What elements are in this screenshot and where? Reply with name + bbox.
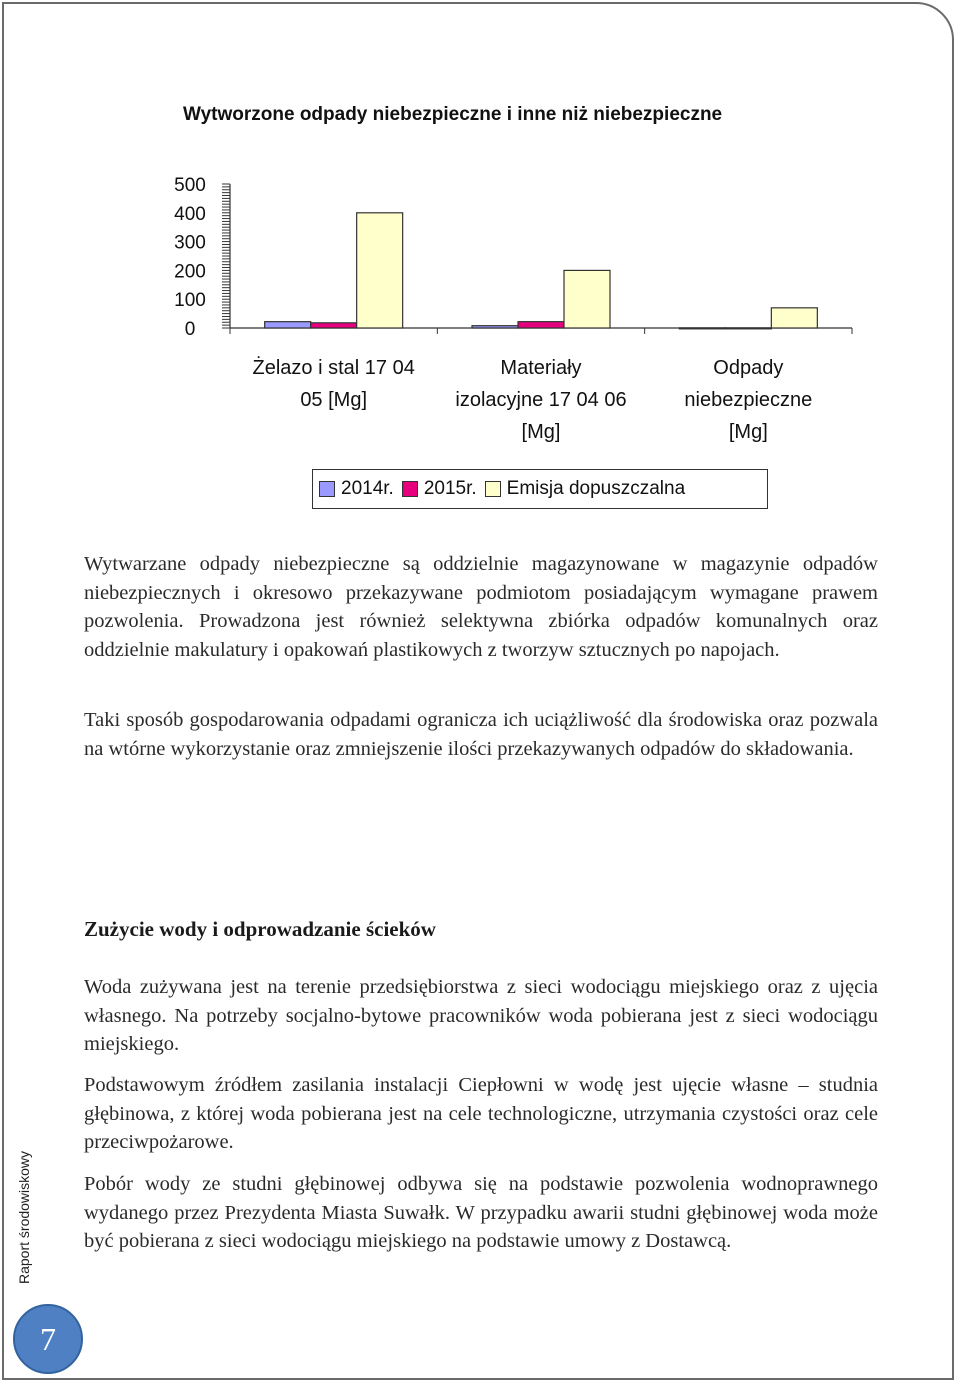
bar-2014r--0 [265,322,311,328]
bar-emisja-dopuszczalna-0 [357,213,403,328]
page-number: 7 [40,1320,56,1357]
y-tick-labels [174,175,206,340]
category-label: Żelazo i stal 17 04 05 [Mg] [252,357,415,411]
y-tick-label: 0 [184,319,196,340]
category-labels [253,356,813,443]
bar-2015r--0 [311,323,357,328]
paragraph-waste-storage: Wytwarzane odpady niebezpieczne są oddzielnie magazynowane w magazynie odpadów niebezpiecznych i okresowo przekazywane podmiotom posiadającym wymagane prawem pozwolenia. Prowadzona jest również selektywna zbiórka odpadów komunalnych oraz oddzielnie makulatury i opakowań plastikowych z tworzyw sztucznych po napojach. [84,553,878,661]
bar-2015r--1 [518,322,564,328]
paragraph-water-permit: Pobór wody ze studni głębinowej odbywa się na podstawie pozwolenia wodnoprawnego wydanego przez Prezydenta Miasta Suwałk. W przypadku awarii studni głębinowej woda może być pobierana z sieci wodociągu miejskiego na podstawie umowy z Dostawcą. [84,1173,878,1252]
y-axis [222,184,852,334]
legend-item-2015 [402,478,477,500]
category-label: Materiały izolacyjne 17 04 06 [Mg] [455,357,627,443]
paragraph-waste-management: Taki sposób gospodarowania odpadami ogranicza ich uciążliwość dla środowiska oraz pozwala na wtórne wykorzystanie oraz zmniejszenie ilości przekazywanych odpadów do składowania. [84,709,878,760]
y-tick-label: 300 [174,232,206,254]
bar-2014r--2 [679,328,725,329]
legend-swatch-emisja [485,481,501,497]
section-heading-water: Zużycie wody i odprowadzanie ścieków [84,917,436,941]
legend-swatch-2015 [402,481,418,497]
bars [265,213,818,329]
bar-emisja-dopuszczalna-1 [564,270,610,328]
bar-2014r--1 [472,326,518,328]
paragraph-water-usage: Woda zużywana jest na terenie przedsiębiorstwa z sieci wodociągu miejskiego oraz z ujęcia własnego. Na potrzeby socjalno-bytowe pracowników woda pobierana jest z sieci wodociągu miejskiego. [84,976,878,1055]
legend-label-2014: 2014r. [341,478,394,499]
y-tick-label: 400 [174,203,206,225]
chart-legend [312,469,768,509]
sidebar-report-label: Raport środowiskowy [16,1150,32,1284]
bar-2015r--2 [725,328,771,329]
paragraph-water-source: Podstawowym źródłem zasilania instalacji Ciepłowni w wodę jest ujęcie własne – studnia głębinowa, z której woda pobierana jest na cele technologiczne, utrzymania czystości oraz cele przeciwpożarowe. [84,1074,878,1153]
legend-item-emisja [485,478,685,500]
chart-title: Wytworzone odpady niebezpieczne i inne niż niebezpieczne [183,104,723,125]
bar-chart [0,0,960,460]
page-number-badge [13,1304,83,1374]
y-tick-label: 200 [174,261,206,283]
legend-label-emisja: Emisja dopuszczalna [506,478,686,499]
legend-swatch-2014 [319,481,335,497]
legend-label-2015: 2015r. [423,478,477,499]
y-tick-label: 500 [174,175,206,196]
category-label: Odpady niebezpieczne [Mg] [684,357,813,443]
bar-emisja-dopuszczalna-2 [771,308,817,328]
y-tick-label: 100 [174,290,206,312]
legend-item-2014 [319,478,394,500]
